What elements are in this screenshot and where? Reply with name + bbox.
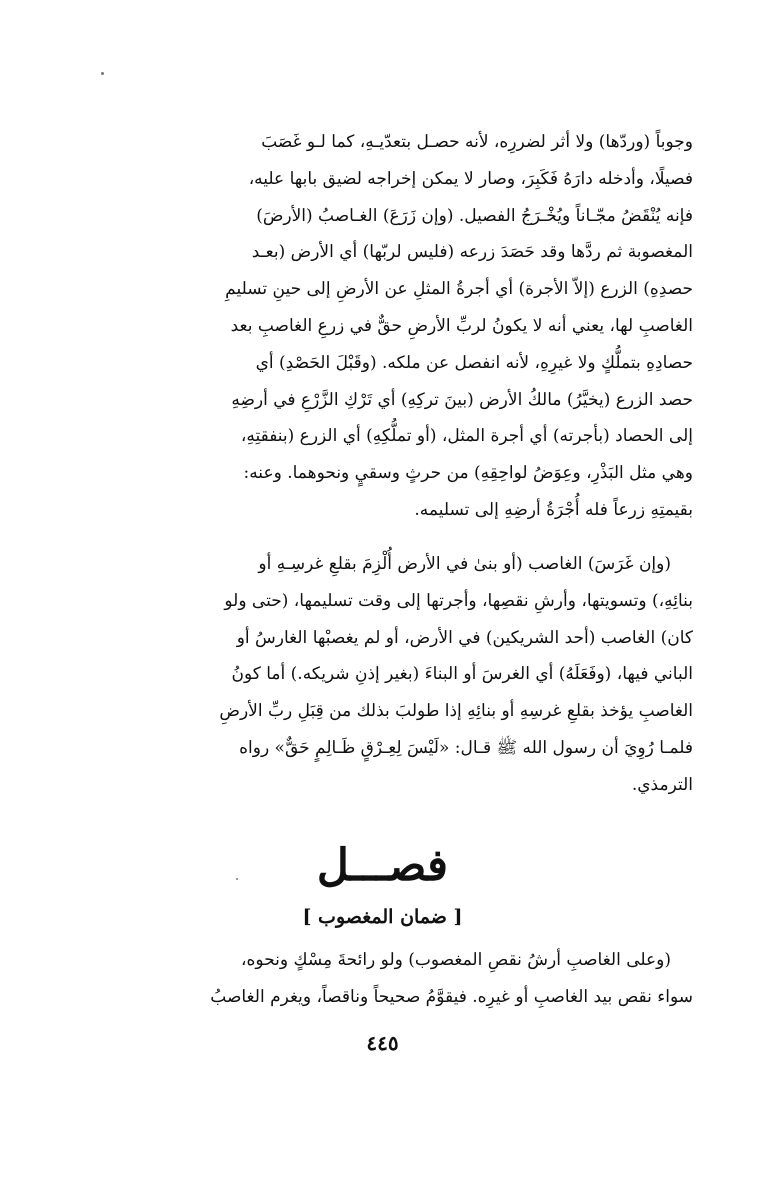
text-line: فصيلًا، وأدخله دارَهُ فَكَبِرَ، وصار لا يمكن إخراجه لضيق بابها عليه، [248,168,693,189]
text-line: وهي مثل البَذْرِ، وعِوَضُ لواحِقِهِ) من حرثٍ وسقيٍ ونحوهما. وعنه: [243,463,693,484]
text-line: الترمذي. [631,774,693,795]
text-line: فإنه يُنْقَضُ مجّـاناً ويُخْـرَجُ الفصيل. (وإن زَرَعَ) الغـاصبُ (الأرضَ) [256,205,693,226]
text-line: حصد الزرع (يخيَّرُ) مالكُ الأرض (بينَ تركِهِ) أي تَرْكِ الزَّرْعِ في أرضِهِ [231,389,693,410]
text-line: حصدِهِ) الزرع (إلاّ الأجرة) أي أجرةُ المثلِ عن الأرضِ إلى حينِ تسليمِ [225,279,693,300]
text-line: بقيمتِهِ زرعاً فله أُجْرَةُ أرضِهِ إلى تسليمه. [414,499,693,520]
text-line: حصادِهِ بتملُّكٍ ولا غيرِهِ، لأنه انفصل عن ملكه. (وقَبْلَ الحَصْدِ) أي [255,352,693,373]
text-line: سواء نقص بيد الغاصبِ أو غيرِه. فيقوَّمُ صحيحاً وناقصاً، ويغرم الغاصبُ [210,986,693,1007]
text-line: وجوباً (وردّها) ولا أثر لضررِه، لأنه حصـل بتعدّيـهِ، كما لـو غَصَبَ [261,132,693,152]
text-line: كان) الغاصب (أحد الشريكين) في الأرض، أو لم يغصبْها الغارسُ أو [236,627,693,648]
text-line: (وعلى الغاصبِ أرشُ نقصِ المغصوب) ولو رائحةَ مِسْكٍ ونحوه، [241,950,671,970]
text-line: الباني فيها، (وفَعَلَهُ) أي الغرسَ أو البناءَ (بغير إذنِ شريكه.) أما كونُ [231,664,693,685]
text-line: فلمـا رُوِيَ أن رسول الله ﷺ قـال: «لَيْسَ لِعِـرْقٍ ظَـالِمٍ حَقٌّ» رواه [239,737,693,758]
text-line: الغاصبِ لها، يعني أنه لا يكونُ لربِّ الأرضِ حقٌّ في زرعِ الغاصبِ بعد [230,315,693,336]
page-number: ٤٤٥ [366,1031,399,1055]
text-line: بنائِهِ،) وتسويتها، وأرشِ نقصِها، وأجرتها إلى وقت تسليمها، (حتى ولو [224,590,693,611]
text-line: إلى الحصاد (بأجرته) أي أجرة المثل، (أو تملُّكِهِ) أي الزرع (بنفقتِهِ، [240,426,693,447]
text-line: المغصوبة ثم ردَّها وقد حَصَدَ زرعه (فليس لربّها) أي الأرض (بعـد [251,242,693,263]
section-title: [ ضمان المغصوب ] [302,906,463,928]
text-line: (وإن غَرَسَ) الغاصب (أو بنىٰ في الأرض أُلْزِمَ بقلعِ غرسِـهِ أو [258,554,671,574]
paragraph-3 [118,942,693,1016]
paragraph-1 [118,124,693,529]
paragraph-2 [118,546,693,804]
section-heading-ornament [0,836,765,896]
speck-mark [101,72,104,75]
text-line: الغاصبِ يؤخذ بقلعِ غرسِهِ أو بنائِهِ إذا طولبَ بذلك من قِبَلِ ربِّ الأرضِ [219,701,693,722]
section-heading-ornament-text: فصـــل [316,840,449,891]
